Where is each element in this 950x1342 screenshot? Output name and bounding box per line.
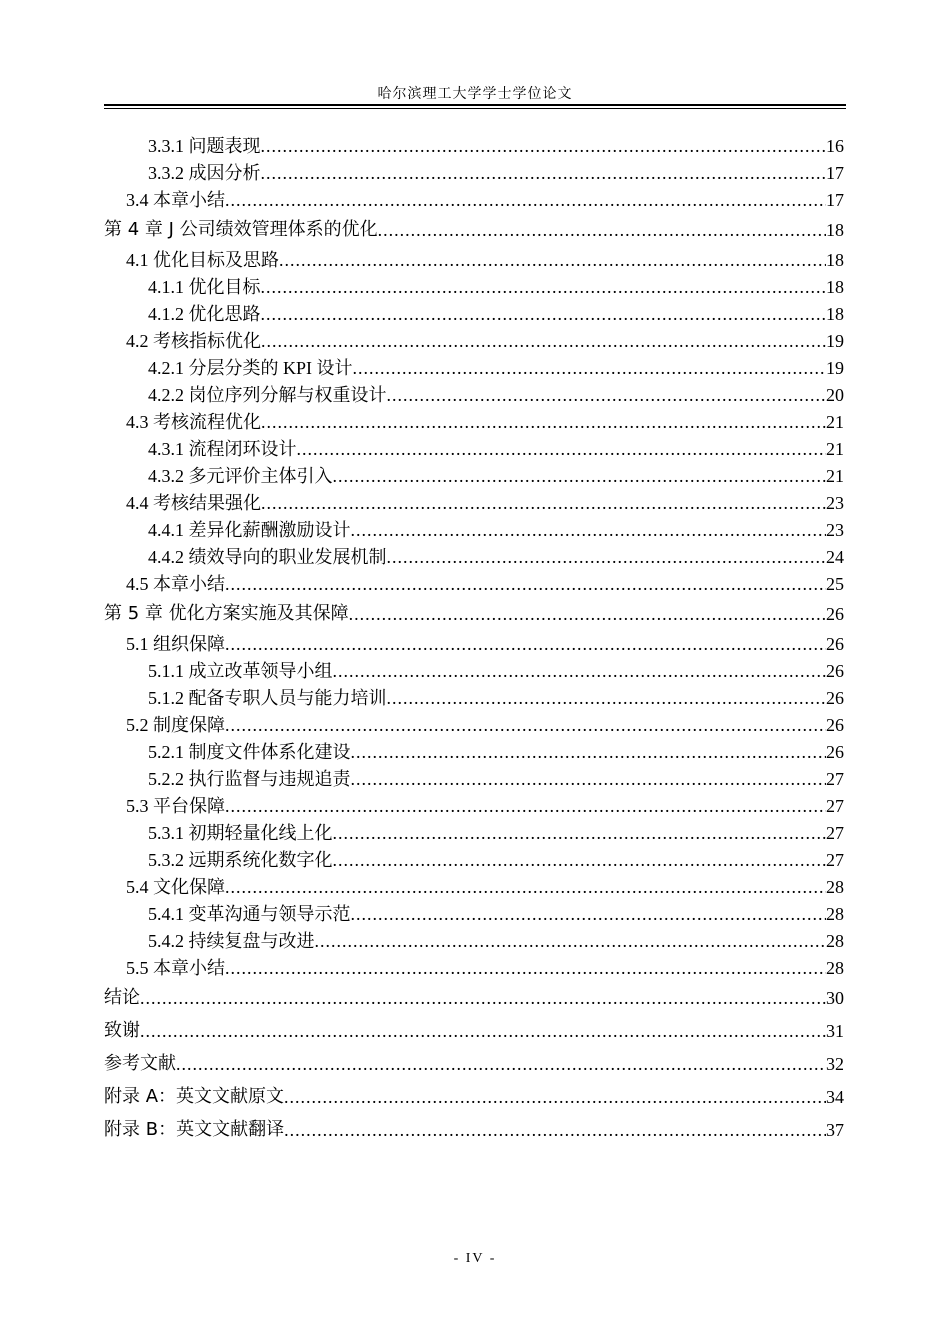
toc-subsection-entry[interactable] — [104, 845, 844, 872]
toc-entry-page: 28 — [826, 958, 844, 978]
toc-leader-dots — [261, 410, 826, 434]
toc-leader-dots — [225, 188, 826, 212]
toc-entry-page: 27 — [826, 850, 844, 870]
toc-entry-label: 4.3 考核流程优化 — [126, 412, 261, 432]
toc-section-entry[interactable] — [104, 407, 844, 434]
toc-subsection-entry[interactable] — [104, 737, 844, 764]
toc-chapter-entry[interactable] — [104, 1079, 844, 1112]
toc-subsection-entry[interactable] — [104, 926, 844, 953]
toc-section-entry[interactable] — [104, 710, 844, 737]
toc-entry-page: 16 — [826, 136, 844, 156]
toc-entry-label: 5.1.1 成立改革领导小组 — [148, 661, 333, 681]
toc-subsection-entry[interactable] — [104, 818, 844, 845]
toc-entry-page: 26 — [826, 742, 844, 762]
toc-leader-dots — [333, 821, 827, 845]
toc-entry-label: 3.3.2 成因分析 — [148, 163, 261, 183]
toc-entry-page: 17 — [826, 163, 844, 183]
toc-entry-label: 5.4.2 持续复盘与改进 — [148, 931, 315, 951]
toc-leader-dots — [351, 740, 827, 764]
toc-entry-label: 5.2 制度保障 — [126, 715, 225, 735]
toc-entry-page: 26 — [826, 661, 844, 681]
toc-subsection-entry[interactable] — [104, 158, 844, 185]
toc-entry-label: 4.3.1 流程闭环设计 — [148, 439, 297, 459]
toc-section-entry[interactable] — [104, 791, 844, 818]
toc-subsection-entry[interactable] — [104, 380, 844, 407]
toc-leader-dots — [261, 161, 827, 185]
toc-leader-dots — [315, 929, 827, 953]
toc-entry-label: 5.1 组织保障 — [126, 634, 225, 654]
toc-entry-page: 28 — [826, 904, 844, 924]
toc-entry-label: 4.5 本章小结 — [126, 574, 225, 594]
toc-entry-page: 20 — [826, 385, 844, 405]
toc-entry-label: 4.4 考核结果强化 — [126, 493, 261, 513]
toc-entry-page: 23 — [826, 493, 844, 513]
toc-leader-dots — [225, 875, 826, 899]
toc-leader-dots — [140, 983, 826, 1013]
toc-leader-dots — [225, 632, 826, 656]
toc-leader-dots — [284, 1115, 826, 1145]
toc-entry-page: 18 — [826, 304, 844, 324]
toc-subsection-entry[interactable] — [104, 434, 844, 461]
toc-leader-dots — [349, 599, 826, 629]
toc-chapter-entry[interactable] — [104, 212, 844, 245]
toc-entry-page: 34 — [826, 1087, 844, 1107]
toc-subsection-entry[interactable] — [104, 353, 844, 380]
toc-entry-label: 参考文献 — [104, 1053, 176, 1074]
toc-section-entry[interactable] — [104, 488, 844, 515]
toc-chapter-entry[interactable] — [104, 596, 844, 629]
toc-leader-dots — [351, 902, 827, 926]
toc-entry-label: 4.1 优化目标及思路 — [126, 250, 279, 270]
toc-entry-label: 5.3.2 远期系统化数字化 — [148, 850, 333, 870]
toc-entry-label: 4.2.1 分层分类的 KPI 设计 — [148, 358, 353, 378]
toc-leader-dots — [261, 275, 827, 299]
toc-entry-label: 4.4.1 差异化薪酬激励设计 — [148, 520, 351, 540]
toc-entry-page: 25 — [826, 574, 844, 594]
toc-subsection-entry[interactable] — [104, 131, 844, 158]
toc-leader-dots — [333, 659, 827, 683]
toc-entry-page: 24 — [826, 547, 844, 567]
toc-chapter-entry[interactable] — [104, 1046, 844, 1079]
toc-leader-dots — [351, 767, 827, 791]
toc-leader-dots — [284, 1082, 826, 1112]
toc-entry-page: 26 — [826, 715, 844, 735]
toc-entry-label: 致谢 — [104, 1020, 140, 1041]
toc-subsection-entry[interactable] — [104, 656, 844, 683]
toc-section-entry[interactable] — [104, 326, 844, 353]
toc-entry-label: 5.3.1 初期轻量化线上化 — [148, 823, 333, 843]
toc-entry-page: 23 — [826, 520, 844, 540]
toc-section-entry[interactable] — [104, 872, 844, 899]
toc-entry-label: 5.4 文化保障 — [126, 877, 225, 897]
toc-leader-dots — [261, 302, 827, 326]
toc-leader-dots — [176, 1049, 826, 1079]
toc-entry-page: 21 — [826, 439, 844, 459]
toc-subsection-entry[interactable] — [104, 461, 844, 488]
toc-entry-page: 19 — [826, 331, 844, 351]
toc-entry-page: 30 — [826, 988, 844, 1008]
toc-entry-label: 4.2 考核指标优化 — [126, 331, 261, 351]
toc-section-entry[interactable] — [104, 629, 844, 656]
toc-entry-page: 32 — [826, 1054, 844, 1074]
toc-chapter-entry[interactable] — [104, 980, 844, 1013]
toc-entry-page: 21 — [826, 466, 844, 486]
toc-entry-page: 26 — [826, 634, 844, 654]
toc-entry-page: 21 — [826, 412, 844, 432]
toc-entry-label: 3.3.1 问题表现 — [148, 136, 261, 156]
header-rule-thick — [104, 104, 846, 106]
toc-entry-page: 27 — [826, 796, 844, 816]
toc-entry-label: 第 4 章 J 公司绩效管理体系的优化 — [104, 219, 378, 240]
toc-entry-page: 17 — [826, 190, 844, 210]
toc-leader-dots — [225, 956, 826, 980]
page-number: - IV - — [453, 1251, 497, 1266]
toc-leader-dots — [261, 329, 826, 353]
toc-leader-dots — [333, 464, 827, 488]
toc-leader-dots — [387, 686, 827, 710]
toc-entry-page: 18 — [826, 220, 844, 240]
toc-entry-page: 19 — [826, 358, 844, 378]
toc-entry-label: 结论 — [104, 987, 140, 1008]
toc-entry-page: 28 — [826, 931, 844, 951]
toc-entry-label: 5.1.2 配备专职人员与能力培训 — [148, 688, 387, 708]
toc-subsection-entry[interactable] — [104, 764, 844, 791]
toc-entry-label: 5.2.1 制度文件体系化建设 — [148, 742, 351, 762]
toc-entry-page: 31 — [826, 1021, 844, 1041]
toc-entry-page: 18 — [826, 250, 844, 270]
toc-section-entry[interactable] — [104, 569, 844, 596]
toc-entry-label: 4.3.2 多元评价主体引入 — [148, 466, 333, 486]
toc-entry-label: 附录 B：英文文献翻译 — [104, 1119, 285, 1140]
toc-entry-label: 5.3 平台保障 — [126, 796, 225, 816]
toc-leader-dots — [261, 491, 826, 515]
table-of-contents — [104, 131, 844, 1145]
toc-leader-dots — [297, 437, 827, 461]
toc-subsection-entry[interactable] — [104, 515, 844, 542]
toc-leader-dots — [279, 248, 826, 272]
toc-leader-dots — [261, 134, 827, 158]
toc-chapter-entry[interactable] — [104, 1112, 844, 1145]
toc-leader-dots — [140, 1016, 826, 1046]
toc-entry-page: 26 — [826, 604, 844, 624]
toc-section-entry[interactable] — [104, 185, 844, 212]
toc-subsection-entry[interactable] — [104, 899, 844, 926]
toc-leader-dots — [387, 545, 827, 569]
toc-entry-label: 3.4 本章小结 — [126, 190, 225, 210]
toc-entry-label: 5.4.1 变革沟通与领导示范 — [148, 904, 351, 924]
toc-entry-page: 28 — [826, 877, 844, 897]
toc-subsection-entry[interactable] — [104, 542, 844, 569]
toc-subsection-entry[interactable] — [104, 683, 844, 710]
toc-section-entry[interactable] — [104, 245, 844, 272]
toc-entry-page: 27 — [826, 823, 844, 843]
toc-entry-label: 附录 A：英文文献原文 — [104, 1086, 285, 1107]
toc-entry-label: 5.5 本章小结 — [126, 958, 225, 978]
toc-entry-page: 27 — [826, 769, 844, 789]
toc-entry-page: 26 — [826, 688, 844, 708]
toc-entry-label: 第 5 章 优化方案实施及其保障 — [104, 603, 349, 624]
toc-entry-label: 4.1.1 优化目标 — [148, 277, 261, 297]
toc-chapter-entry[interactable] — [104, 1013, 844, 1046]
toc-leader-dots — [333, 848, 827, 872]
toc-leader-dots — [351, 518, 827, 542]
toc-leader-dots — [225, 713, 826, 737]
toc-leader-dots — [225, 794, 826, 818]
toc-leader-dots — [387, 383, 827, 407]
toc-entry-label: 4.1.2 优化思路 — [148, 304, 261, 324]
toc-section-entry[interactable] — [104, 953, 844, 980]
running-header-title: 哈尔滨理工大学学士学位论文 — [377, 87, 573, 102]
toc-leader-dots — [353, 356, 826, 380]
toc-entry-page: 18 — [826, 277, 844, 297]
toc-entry-label: 4.4.2 绩效导向的职业发展机制 — [148, 547, 387, 567]
header-rule-thin — [104, 108, 846, 109]
toc-entry-label: 5.2.2 执行监督与违规追责 — [148, 769, 351, 789]
toc-leader-dots — [378, 215, 826, 245]
toc-entry-page: 37 — [826, 1120, 844, 1140]
toc-subsection-entry[interactable] — [104, 272, 844, 299]
toc-leader-dots — [225, 572, 826, 596]
toc-subsection-entry[interactable] — [104, 299, 844, 326]
toc-entry-label: 4.2.2 岗位序列分解与权重设计 — [148, 385, 387, 405]
